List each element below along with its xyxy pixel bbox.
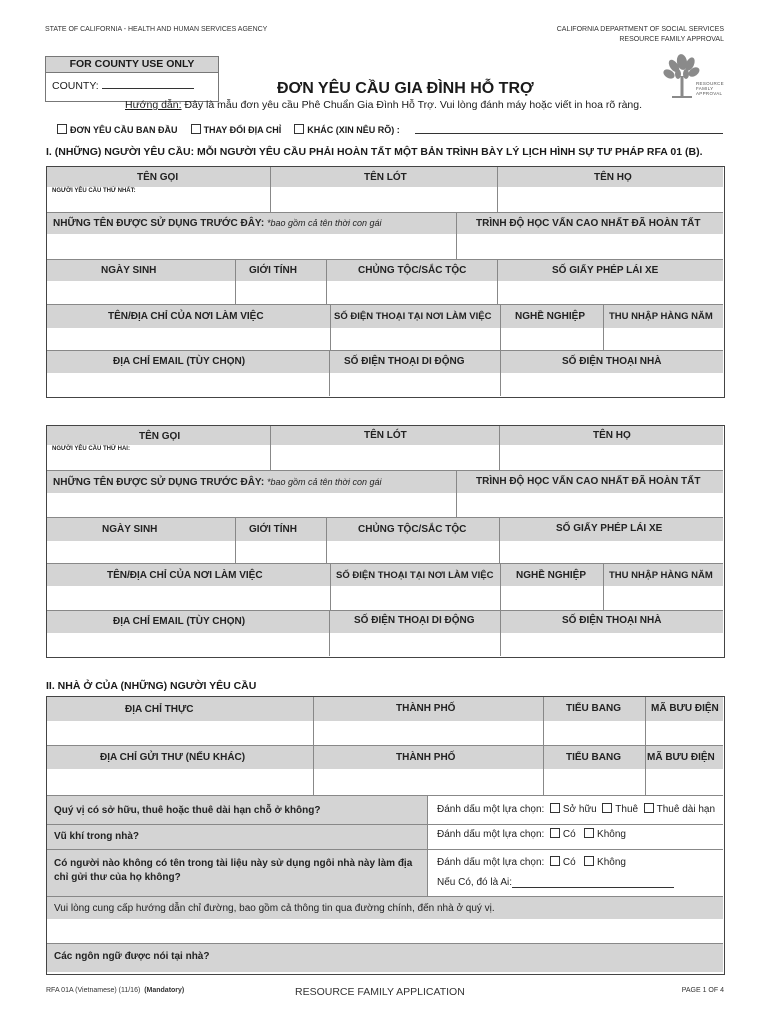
logo-line-3: APPROVAL (696, 91, 723, 96)
a1-occupation-label: NGHỀ NGHIỆP (515, 311, 586, 322)
mailing-address-label: ĐỊA CHỈ GỬI THƯ (NẾU KHÁC) (100, 752, 246, 763)
a2-work-phone-input[interactable] (330, 586, 500, 609)
a1-home-phone-input[interactable] (500, 373, 723, 395)
a1-applicant-label: NGƯỜI YÊU CẦU THỨ NHẤT: (52, 188, 136, 194)
logo-line-2: FAMILY (696, 86, 714, 91)
a2-mobile-input[interactable] (329, 633, 500, 655)
other-mail-no-checkbox[interactable] (584, 856, 594, 866)
page-number: PAGE 1 OF 4 (681, 987, 724, 994)
physical-address-input[interactable] (47, 721, 313, 744)
a1-email-label: ĐỊA CHỈ EMAIL (TÙY CHỌN) (113, 356, 246, 367)
a2-previous-names-label: NHỮNG TÊN ĐƯỢC SỬ DỤNG TRƯỚC ĐÂY: *bao gồm cả tên thời con gái (53, 477, 382, 488)
agency-right-2: RESOURCE FAMILY APPROVAL (619, 36, 724, 43)
county-use-box (45, 56, 219, 102)
directions-input[interactable] (47, 919, 723, 942)
other-mail-yes-checkbox[interactable] (550, 856, 560, 866)
a2-middle-name-label: TÊN LÓT (364, 430, 407, 441)
section-1-title: I. (NHỮNG) NGƯỜI YÊU CẦU: MỖI NGƯỜI YÊU CẦU PHẢI HOÀN TẤT MỘT BẢN TRÌNH BÀY LÝ LỊCH HÌNH SỰ TƯ PHÁP RFA 01 (B). (46, 146, 703, 158)
request-type-row (57, 124, 400, 135)
a2-home-phone-input[interactable] (500, 633, 723, 655)
a1-last-name-label: TÊN HỌ (594, 172, 632, 183)
a2-license-label: SỐ GIẤY PHÉP LÁI XE (556, 523, 663, 534)
weapons-question: Vũ khí trong nhà? (54, 831, 139, 842)
form-title: ĐƠN YÊU CẦU GIA ĐÌNH HỖ TRỢ (277, 80, 534, 97)
a2-license-input[interactable] (499, 541, 723, 562)
physical-address-label: ĐỊA CHỈ THỰC (125, 704, 194, 715)
a2-middle-name-input[interactable] (270, 445, 499, 469)
footer-title: RESOURCE FAMILY APPLICATION (295, 986, 465, 998)
a1-income-label: THU NHẬP HÀNG NĂM (609, 311, 713, 322)
a1-dob-label: NGÀY SINH (101, 265, 157, 276)
other-input[interactable] (415, 133, 723, 134)
mailing-city-input[interactable] (313, 769, 543, 794)
a2-occupation-label: NGHỀ NGHIỆP (516, 570, 587, 581)
a1-mobile-input[interactable] (329, 373, 500, 395)
a1-home-phone-label: SỐ ĐIỆN THOẠI NHÀ (562, 356, 662, 367)
city-label-2: THÀNH PHỐ (396, 752, 456, 763)
a1-middle-name-label: TÊN LÓT (364, 172, 407, 183)
a2-education-input[interactable] (456, 493, 723, 516)
a1-dob-input[interactable] (47, 281, 235, 303)
a2-employer-label: TÊN/ĐỊA CHỈ CỦA NƠI LÀM VIỆC (107, 570, 263, 581)
languages-label: Các ngôn ngữ được nói tại nhà? (54, 951, 210, 962)
change-address-checkbox[interactable] (191, 124, 201, 134)
a2-mobile-label: SỐ ĐIỆN THOẠI DI ĐỘNG (354, 615, 475, 626)
initial-checkbox[interactable] (57, 124, 67, 134)
a1-employer-label: TÊN/ĐỊA CHỈ CỦA NƠI LÀM VIỆC (108, 311, 264, 322)
weapons-yes-checkbox[interactable] (550, 828, 560, 838)
other-mail-question: Có người nào không có tên trong tài liệu này sử dụng ngôi nhà này làm địa chỉ gửi thư của họ không? (54, 858, 413, 883)
tree-icon (658, 52, 722, 104)
city-label-1: THÀNH PHỐ (396, 703, 456, 714)
section-2-title: II. NHÀ Ở CỦA (NHỮNG) NGƯỜI YÊU CẦU (46, 680, 257, 692)
physical-zip-input[interactable] (645, 721, 723, 744)
agency-right-1: CALIFORNIA DEPARTMENT OF SOCIAL SERVICES (556, 26, 724, 33)
a2-income-label: THU NHẬP HÀNG NĂM (609, 570, 713, 581)
a1-ethnicity-input[interactable] (326, 281, 497, 303)
a1-last-name-input[interactable] (497, 187, 723, 211)
a1-ethnicity-label: CHỦNG TỘC/SẮC TỘC (358, 265, 467, 276)
if-yes-input[interactable] (512, 887, 674, 888)
a1-education-label: TRÌNH ĐỘ HỌC VẤN CAO NHẤT ĐÃ HOÀN TẤT (476, 218, 701, 229)
county-input[interactable] (102, 78, 194, 89)
zip-label-1: MÃ BƯU ĐIỆN (651, 703, 719, 714)
a2-home-phone-label: SỐ ĐIỆN THOẠI NHÀ (562, 615, 662, 626)
resource-family-logo (658, 52, 722, 104)
a2-ethnicity-label: CHỦNG TỘC/SẮC TỘC (358, 524, 467, 535)
zip-label-2: MÃ BƯU ĐIỆN (647, 752, 715, 763)
own-checkbox[interactable] (550, 803, 560, 813)
a1-previous-names-input[interactable] (47, 234, 456, 258)
mailing-state-input[interactable] (543, 769, 645, 794)
a2-first-name-label: TÊN GỌI (139, 431, 181, 442)
a2-income-input[interactable] (603, 586, 723, 609)
a2-email-label: ĐỊA CHỈ EMAIL (TÙY CHỌN) (113, 616, 246, 627)
a1-license-input[interactable] (497, 281, 723, 303)
a2-dob-label: NGÀY SINH (102, 524, 158, 535)
form-id: RFA 01A (Vietnamese) (11/16) (Mandatory) (46, 987, 185, 994)
county-label: COUNTY: (52, 80, 99, 92)
a1-previous-names-label: NHỮNG TÊN ĐƯỢC SỬ DỤNG TRƯỚC ĐÂY: *bao gồm cả tên thời con gái (53, 218, 382, 229)
physical-city-input[interactable] (313, 721, 543, 744)
a1-middle-name-input[interactable] (270, 187, 497, 211)
a1-email-input[interactable] (47, 373, 329, 395)
a2-education-label: TRÌNH ĐỘ HỌC VẤN CAO NHẤT ĐÃ HOÀN TẤT (476, 476, 701, 487)
a1-education-input[interactable] (456, 234, 723, 258)
directions-label: Vui lòng cung cấp hướng dẫn chỉ đường, bao gồm cả thông tin qua đường chính, đến nhà ở quý vị. (54, 903, 495, 914)
a2-last-name-input[interactable] (499, 445, 723, 469)
instructions-label: Hướng dẫn: (125, 99, 182, 111)
physical-state-input[interactable] (543, 721, 645, 744)
a1-first-name-label: TÊN GỌI (137, 172, 179, 183)
a2-occupation-input[interactable] (500, 586, 603, 609)
a2-applicant-label: NGƯỜI YÊU CẦU THỨ HAI: (52, 446, 130, 452)
a1-gender-label: GIỚI TÍNH (249, 265, 297, 276)
a1-employer-input[interactable] (47, 328, 330, 350)
a1-work-phone-label: SỐ ĐIỆN THOẠI TẠI NƠI LÀM VIỆC (334, 311, 492, 322)
change-address-label: THAY ĐỔI ĐỊA CHỈ (203, 125, 282, 135)
initial-label: ĐƠN YÊU CẦU BAN ĐẦU (70, 125, 178, 135)
a2-ethnicity-input[interactable] (326, 541, 499, 562)
instructions (125, 99, 642, 111)
agency-left: STATE OF CALIFORNIA - HEALTH AND HUMAN SERVICES AGENCY (45, 26, 268, 33)
own-question: Quý vị có sở hữu, thuê hoặc thuê dài hạn chỗ ở không? (54, 805, 321, 816)
a2-employer-input[interactable] (47, 586, 330, 609)
state-label-1: TIỂU BANG (566, 703, 621, 714)
logo-line-1: RESOURCE (696, 81, 724, 86)
instructions-text: Đây là mẫu đơn yêu cầu Phê Chuẩn Gia Đình Hỗ Trợ. Vui lòng đánh máy hoặc viết in hoa rõ ràng. (184, 99, 643, 111)
weapons-no-checkbox[interactable] (584, 828, 594, 838)
mailing-address-input[interactable] (47, 769, 313, 794)
other-mail-options: Đánh dấu một lựa chọn: Có Không (437, 857, 626, 868)
a2-work-phone-label: SỐ ĐIỆN THOẠI TẠI NƠI LÀM VIỆC (336, 570, 494, 581)
a2-email-input[interactable] (47, 633, 329, 655)
a1-work-phone-input[interactable] (330, 328, 500, 350)
a1-mobile-label: SỐ ĐIỆN THOẠI DI ĐỘNG (344, 356, 465, 367)
a1-gender-input[interactable] (235, 281, 326, 303)
a2-dob-input[interactable] (47, 541, 235, 562)
mailing-zip-input[interactable] (645, 769, 723, 794)
rent-checkbox[interactable] (602, 803, 612, 813)
a1-license-label: SỐ GIẤY PHÉP LÁI XE (552, 265, 659, 276)
a2-last-name-label: TÊN HỌ (593, 430, 631, 441)
weapons-options: Đánh dấu một lựa chọn: Có Không (437, 829, 626, 840)
state-label-2: TIỂU BANG (566, 752, 621, 763)
lease-checkbox[interactable] (644, 803, 654, 813)
a2-previous-names-input[interactable] (47, 493, 456, 516)
county-use-heading: FOR COUNTY USE ONLY (46, 57, 218, 73)
other-checkbox[interactable] (294, 124, 304, 134)
other-label: KHÁC (XIN NÊU RÕ) : (307, 125, 400, 135)
a2-gender-label: GIỚI TÍNH (249, 524, 297, 535)
a1-occupation-input[interactable] (500, 328, 603, 350)
own-options: Đánh dấu một lựa chọn: Sở hữu Thuê Thuê dài hạn (437, 804, 716, 815)
a2-gender-input[interactable] (235, 541, 326, 562)
if-yes-row: Nếu Có, đó là Ai: (437, 877, 513, 888)
a1-income-input[interactable] (603, 328, 723, 350)
